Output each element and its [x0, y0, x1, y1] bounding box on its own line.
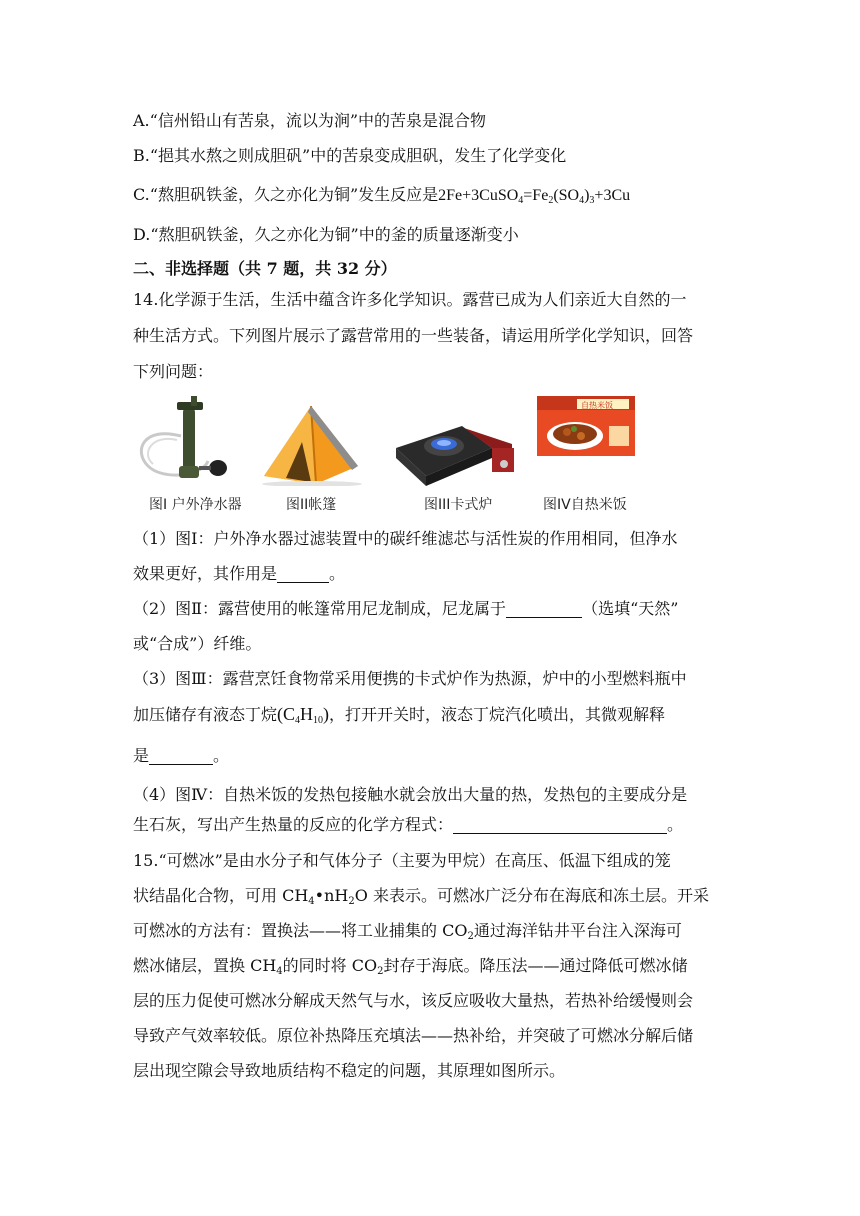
- self-heating-rice-image: [537, 396, 635, 476]
- answer-blank[interactable]: [277, 564, 329, 583]
- equation: $2Fe+3CuSO_4=Fe_2(SO_4)_3+3Cu$: [438, 187, 631, 206]
- caption-2: 图II帐篷: [286, 497, 337, 513]
- caption-1: 图I 户外净水器: [149, 497, 242, 513]
- q14-p4-line-1: （4）图Ⅳ：自热米饭的发热包接触水就会放出大量的热，发热包的主要成分是: [133, 785, 688, 804]
- q15-line-2: 状结晶化合物，可用 $CH_4•nH_2O$ 来表示。可燃冰广泛分布在海底和冻土层。开采: [133, 886, 709, 907]
- water-filter-image: [133, 396, 243, 486]
- q15-line-5: 层的压力促使可燃冰分解成天然气与水，该反应吸收大量热，若热补给缓慢则会: [133, 991, 694, 1010]
- butane-formula: $(C_4H_{10})$: [277, 704, 330, 726]
- section-title: 二、非选择题（共 7 题，共 32 分）: [133, 259, 397, 278]
- caption-4: 图IV自热米饭: [543, 497, 627, 513]
- answer-blank[interactable]: [149, 746, 213, 765]
- q14-p4-line-2: 生石灰，写出产生热量的反应的化学方程式： 。: [133, 815, 684, 834]
- q14-p1-line-1: （1）图Ⅰ：户外净水器过滤装置中的碳纤维滤芯与活性炭的作用相同，但净水: [133, 529, 678, 548]
- q15-line-7: 层出现空隙会导致地质结构不稳定的问题，其原理如图所示。: [133, 1061, 566, 1080]
- answer-blank[interactable]: [506, 599, 582, 618]
- q14-p2-line-2: 或“合成”）纤维。: [133, 634, 262, 653]
- option-b: B.“挹其水熬之则成胆矾”中的苦泉变成胆矾，发生了化学变化: [133, 146, 567, 165]
- q14-p3-line-2: 加压储存有液态丁烷$(C_4H_{10})$，打开开关时，液态丁烷汽化喷出，其微观解释: [133, 704, 666, 726]
- q15-line-3: 可燃冰的方法有：置换法——将工业捕集的 $CO_2$通过海洋钻井平台注入深海可: [133, 921, 682, 942]
- q14-intro-line-2: 种生活方式。下列图片展示了露营常用的一些装备，请运用所学化学知识，回答: [133, 326, 694, 345]
- answer-blank[interactable]: [453, 815, 667, 834]
- option-a: A.“信州铅山有苦泉，流以为涧”中的苦泉是混合物: [133, 111, 487, 130]
- camping-stove-image: [392, 396, 524, 486]
- q14-intro-line-1: 14.化学源于生活，生活中蕴含许多化学知识。露营已成为人们亲近大自然的一: [133, 290, 687, 309]
- q15-line-6: 导致产气效率较低。原位补热降压充填法——热补给，并突破了可燃冰分解后储: [133, 1026, 694, 1045]
- tent-image: [256, 396, 366, 486]
- q14-intro-line-3: 下列问题：: [133, 362, 214, 381]
- q14-p3-line-3: 是 。: [133, 746, 230, 765]
- q15-line-1: 15.“可燃冰”是由水分子和气体分子（主要为甲烷）在高压、低温下组成的笼: [133, 851, 671, 870]
- box-label: 自热米饭: [581, 401, 613, 410]
- option-c: C.“熬胆矾铁釜，久之亦化为铜”发生反应是$2Fe+3CuSO_4=Fe_2(SO_4)_3+3Cu$: [133, 185, 631, 206]
- q15-line-4: 燃冰储层，置换 $CH_4$的同时将 $CO_2$封存于海底。降压法——通过降低可燃冰储: [133, 956, 688, 977]
- option-d: D.“熬胆矾铁釜，久之亦化为铜”中的釜的质量逐渐变小: [133, 225, 519, 244]
- q14-p3-line-1: （3）图Ⅲ：露营烹饪食物常采用便携的卡式炉作为热源，炉中的小型燃料瓶中: [133, 669, 687, 688]
- caption-3: 图III卡式炉: [424, 497, 493, 513]
- q14-p1-line-2: 效果更好，其作用是 。: [133, 564, 346, 583]
- q14-p2-line-1: （2）图Ⅱ：露营使用的帐篷常用尼龙制成，尼龙属于 （选填“天然”: [133, 599, 679, 618]
